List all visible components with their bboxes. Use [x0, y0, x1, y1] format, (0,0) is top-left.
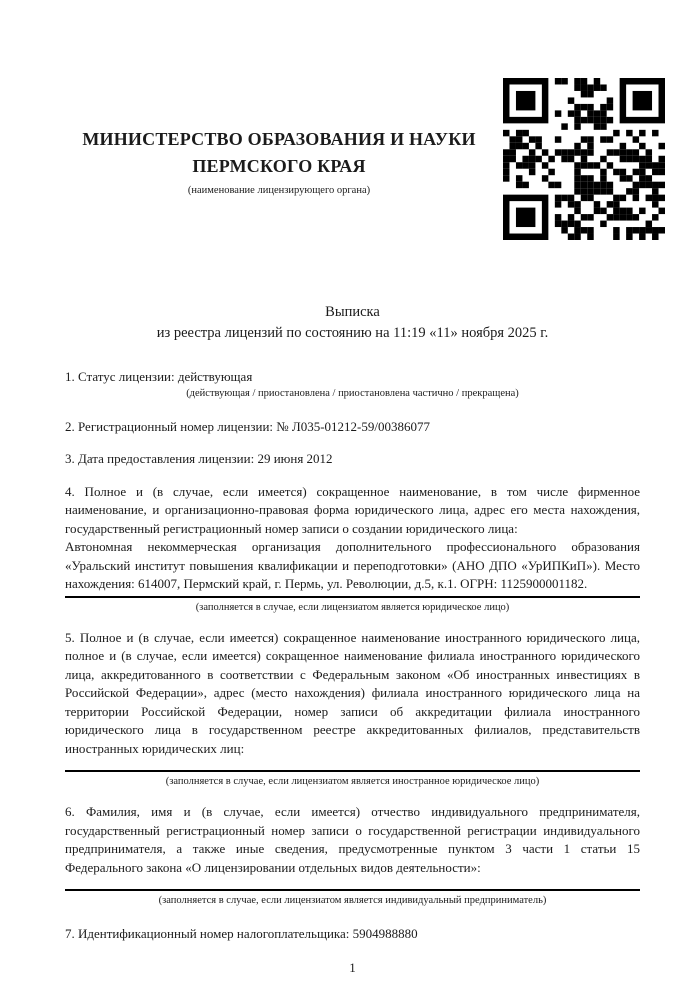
item4-fill-line	[65, 596, 640, 598]
item1-caption: (действующая / приостановлена / приостановлена частично / прекращена)	[186, 387, 519, 399]
document-title	[65, 302, 640, 344]
item4-legal-entity-heading: 4. Полное и (в случае, если имеется) сокращенное наименование, в том числе фирменное наименование, и организационно-правовая форма юридического лица, адрес его места нахождения, государственный регистрационный номер записи о создании юридического лица:	[65, 483, 640, 536]
ministry-name-caption: (наименование лицензирующего органа)	[187, 185, 371, 196]
item7-taxpayer-id: 7. Идентификационный номер налогоплательщика: 5904988880	[65, 926, 418, 941]
ministry-name-line1: МИНИСТЕРСТВО ОБРАЗОВАНИЯ И НАУКИ	[82, 129, 476, 149]
item6-individual-entrepreneur-heading: 6. Фамилия, имя и (в случае, если имеется) отчество индивидуального предпринимателя, государственный регистрационный номер записи о государственной регистрации индивидуального предпринимателя, а также иные сведения, предусмотренные пунктом 3 части 1 статьи 15 Федерального закона «О лицензировании отдельных видов деятельности»:	[65, 804, 640, 875]
item6-fill-line	[65, 889, 640, 891]
page-number: 1	[349, 959, 356, 975]
item2-registration-number: 2. Регистрационный номер лицензии: № Л035-01212-59/00386077	[65, 418, 431, 434]
item5-caption: (заполняется в случае, если лицензиатом является иностранное юридическое лицо)	[165, 776, 540, 787]
document-title-line1: Выписка	[325, 304, 380, 320]
document-title-line2: из реестра лицензий по состоянию на 11:19 «11» ноября 2025 г.	[156, 325, 549, 341]
item5-fill-line	[65, 770, 640, 772]
document-body	[0, 302, 700, 977]
item4-legal-entity-value: Автономная некоммерческая организация дополнительного профессионального образования «Уральский институт повышения квалификации и переподготовки» (АНО ДПО «УрИПКиП»). Место нахождения: 614007, Пермский край, г. Пермь, ул. Революции, д.5, к.1. ОГРН: 1125900001182.	[65, 539, 640, 591]
item4-caption: (заполняется в случае, если лицензиатом является юридическое лицо)	[195, 601, 510, 613]
item3-license-grant-date: 3. Дата предоставления лицензии: 29 июня 2012	[65, 451, 333, 466]
item5-foreign-entity-heading: 5. Полное и (в случае, если имеется) сокращенное наименование иностранного юридического лица, полное и (в случае, если имеется) сокращенное наименование филиала иностранного юридического лица, аккредитованного в соответствии с Федеральным законом «Об иностранных инвестициях в Российской Федерации», адрес (место нахождения) филиала иностранного юридического лица на территории Российской Федерации, номер записи об аккредитации филиала иностранного юридического лица в государственном реестре аккредитованных филиалов, представительств иностранных юридических лиц:	[65, 629, 640, 756]
item1-license-status: 1. Статус лицензии: действующая	[65, 369, 253, 384]
item6-caption: (заполняется в случае, если лицензиатом является индивидуальный предприниматель)	[158, 895, 547, 906]
qr-code-icon	[503, 78, 665, 240]
document-header	[0, 0, 700, 240]
licensing-authority-block	[65, 126, 493, 197]
ministry-name-line2: ПЕРМСКОГО КРАЯ	[192, 156, 366, 176]
